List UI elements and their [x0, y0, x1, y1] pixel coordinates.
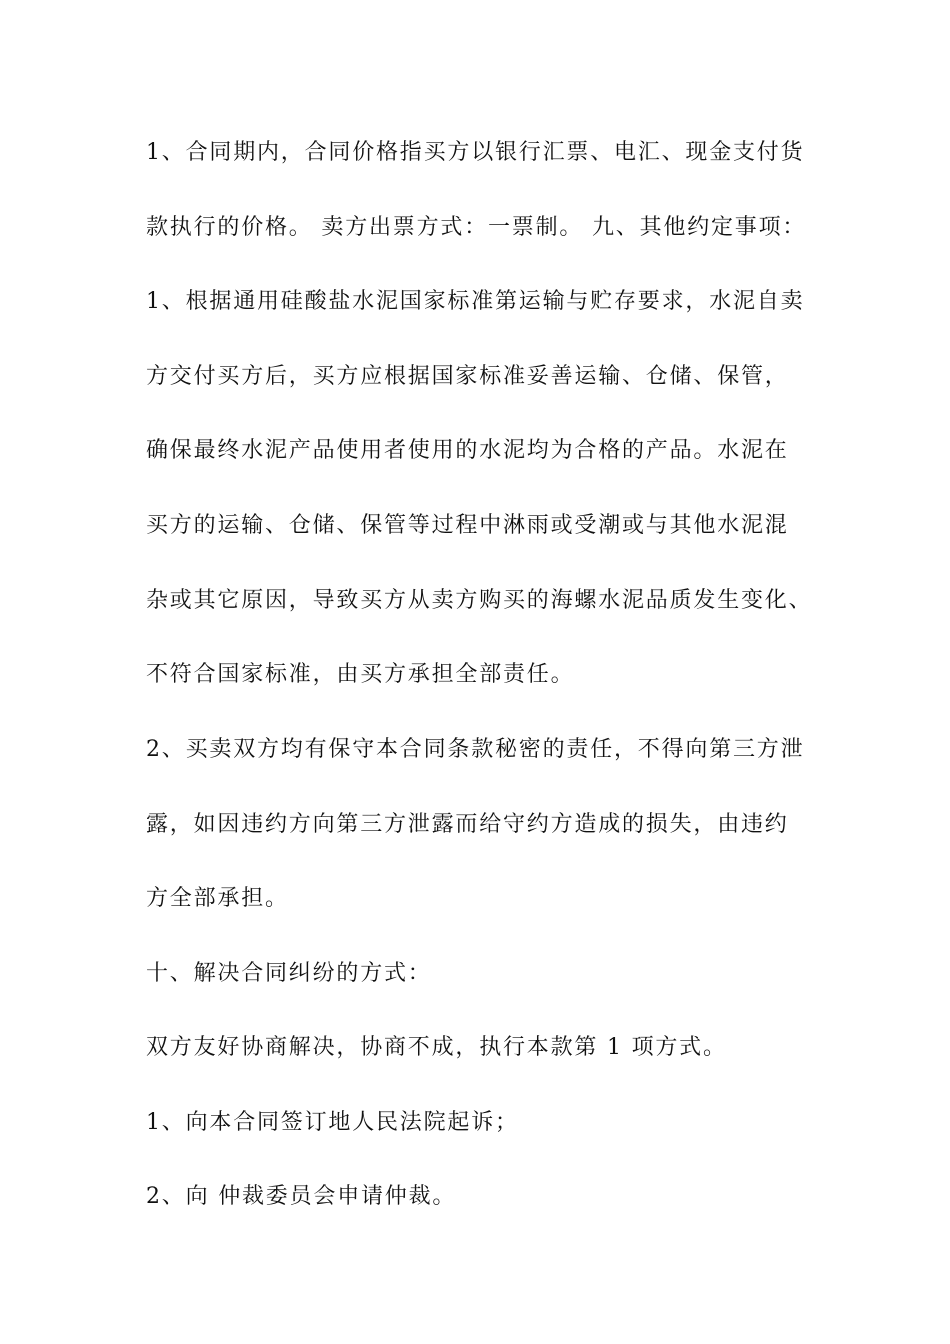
text-line: 露，如因违约方向第三方泄露而给守约方造成的损失，由违约 — [146, 812, 789, 837]
text-line: 方全部承担。 — [146, 886, 289, 911]
text-line: 1、合同期内，合同价格指买方以银行汇票、电汇、现金支付货 — [146, 140, 805, 165]
text-line: 不符合国家标准，由买方承担全部责任。 — [146, 662, 575, 687]
text-line: 1、根据通用硅酸盐水泥国家标准第运输与贮存要求，水泥自卖 — [146, 289, 805, 314]
text-line: 方交付买方后，买方应根据国家标准妥善运输、仓储、保管， — [146, 364, 789, 389]
text-line: 杂或其它原因，导致买方从卖方购买的海螺水泥品质发生变化、 — [146, 588, 813, 613]
text-line: 确保最终水泥产品使用者使用的水泥均为合格的产品。水泥在 — [146, 438, 789, 463]
list-item: 2、向 仲裁委员会申请仲裁。 — [146, 1184, 457, 1209]
text-line: 买方的运输、仓储、保管等过程中淋雨或受潮或与其他水泥混 — [146, 513, 789, 538]
text-line: 双方友好协商解决，协商不成，执行本款第 1 项方式。 — [146, 1035, 727, 1060]
section-heading: 十、解决合同纠纷的方式： — [146, 961, 432, 986]
text-line: 2、买卖双方均有保守本合同条款秘密的责任，不得向第三方泄 — [146, 737, 805, 762]
list-item: 1、向本合同签订地人民法院起诉； — [146, 1110, 519, 1135]
text-line: 款执行的价格。 卖方出票方式：一票制。 九、其他约定事项： — [146, 215, 807, 240]
